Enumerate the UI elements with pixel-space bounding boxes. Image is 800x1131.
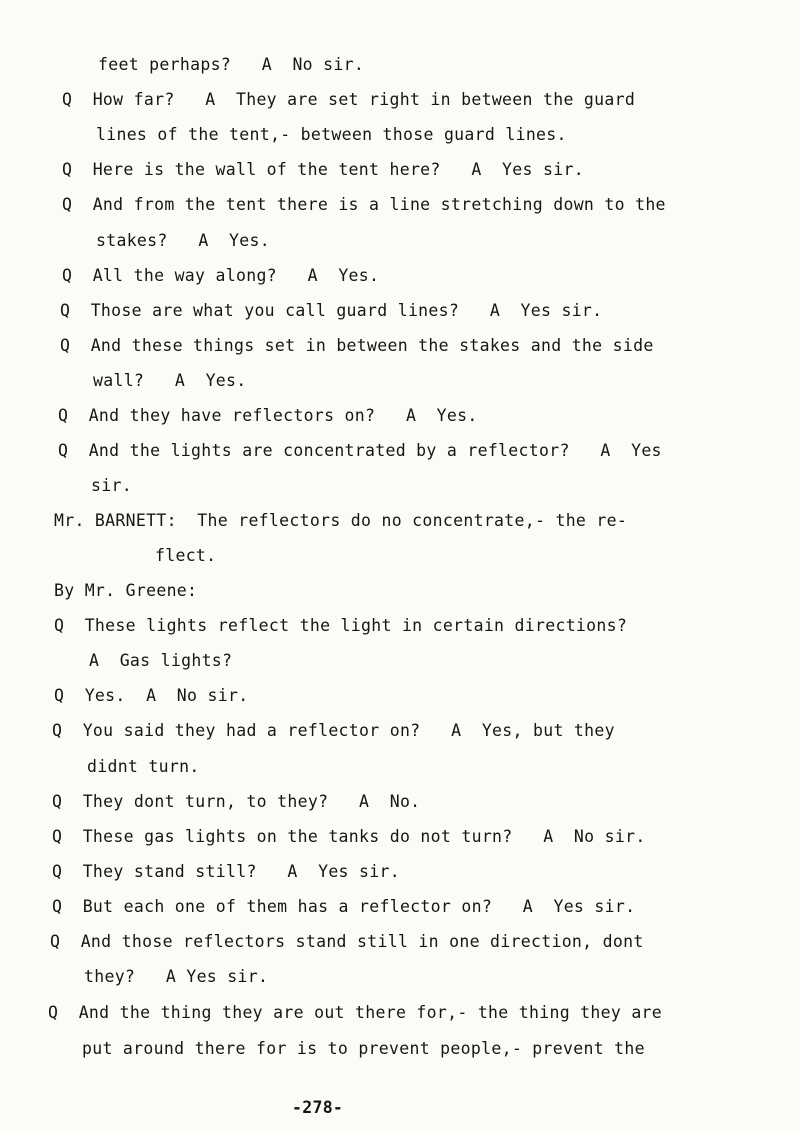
- transcript-line: Q They dont turn, to they? A No.: [52, 792, 421, 811]
- transcript-line: Q How far? A They are set right in between the guard: [62, 90, 636, 109]
- transcript-line: Q Those are what you call guard lines? A Yes sir.: [60, 301, 603, 320]
- transcript-line: put around there for is to prevent people,- prevent the: [82, 1039, 645, 1058]
- transcript-line: feet perhaps? A No sir.: [98, 55, 365, 74]
- transcript-line: Q All the way along? A Yes.: [62, 266, 380, 285]
- page-number: -278-: [292, 1098, 344, 1117]
- transcript-line: Q And the thing they are out there for,- the thing they are: [48, 1003, 663, 1022]
- transcript-line: lines of the tent,- between those guard lines.: [96, 125, 567, 144]
- transcript-line: they? A Yes sir.: [84, 967, 269, 986]
- transcript-line: Q Here is the wall of the tent here? A Yes sir.: [62, 160, 584, 179]
- transcript-line: Q And the lights are concentrated by a reflector? A Yes: [58, 441, 662, 460]
- transcript-line: Mr. BARNETT: The reflectors do no concentrate,- the re-: [54, 511, 628, 530]
- transcript-line: Q And those reflectors stand still in one direction, dont: [50, 932, 644, 951]
- transcript-line: Q These gas lights on the tanks do not turn? A No sir.: [52, 827, 646, 846]
- transcript-line: Q And from the tent there is a line stretching down to the: [62, 195, 666, 214]
- transcript-line: Q They stand still? A Yes sir.: [52, 862, 400, 881]
- transcript-line: wall? A Yes.: [93, 371, 247, 390]
- transcript-line: Q But each one of them has a reflector on? A Yes sir.: [52, 897, 636, 916]
- transcript-line: Q You said they had a reflector on? A Yes, but they: [52, 721, 615, 740]
- transcript-line: Q And these things set in between the stakes and the side: [60, 336, 654, 355]
- transcript-line: A Gas lights?: [89, 651, 233, 670]
- transcript-line: Q These lights reflect the light in certain directions?: [54, 616, 628, 635]
- transcript-line: By Mr. Greene:: [54, 581, 198, 600]
- transcript-line: Q Yes. A No sir.: [54, 686, 249, 705]
- transcript-line: didnt turn.: [87, 757, 200, 776]
- transcript-line: Q And they have reflectors on? A Yes.: [58, 406, 478, 425]
- transcript-line: flect.: [155, 546, 217, 565]
- transcript-line: sir.: [91, 476, 132, 495]
- transcript-line: stakes? A Yes.: [96, 231, 270, 250]
